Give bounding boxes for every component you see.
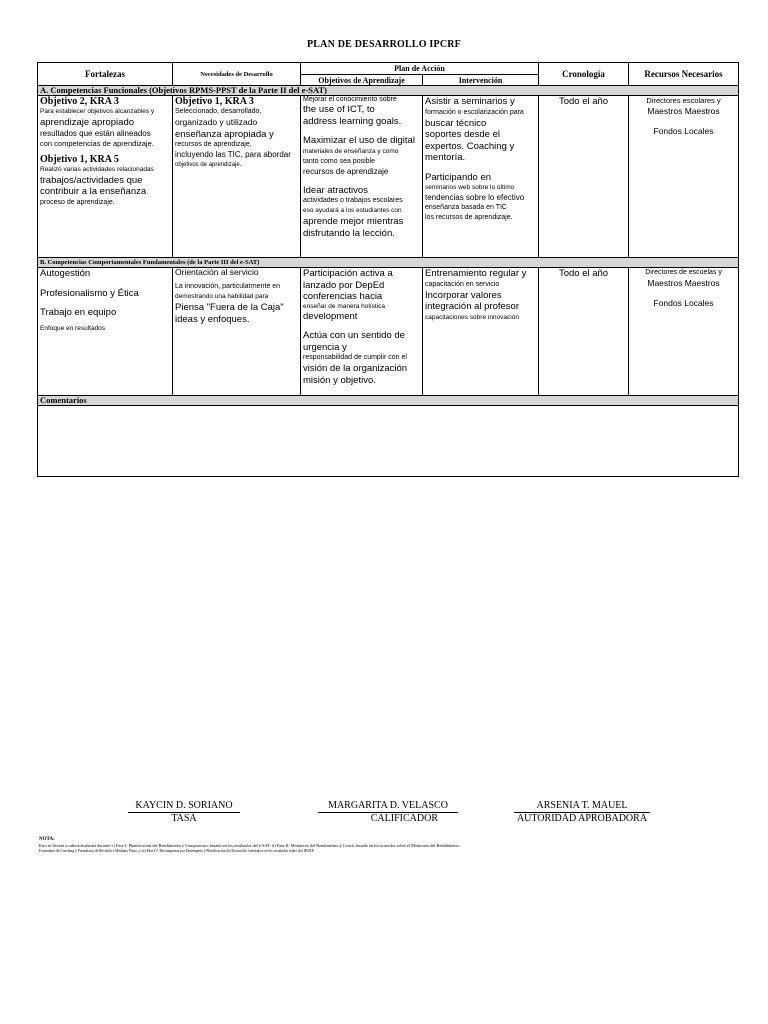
text-line: los recursos de aprendizaje. <box>425 214 513 221</box>
text-line: incluyendo las TIC, para abordar <box>175 150 291 159</box>
text-line: ideas y enfoques. <box>175 313 250 325</box>
text-line: proceso de aprendizaje. <box>40 198 115 206</box>
text-line: Maximizar el uso de digital <box>303 135 415 146</box>
text-line: responsabilidad de cumplir con el <box>303 354 407 361</box>
header-intervencion: Intervención <box>423 75 539 86</box>
header-cronologia: Cronología <box>539 63 629 86</box>
header-fortalezas: Fortalezas <box>38 63 173 86</box>
text-line: Idear atractivos <box>303 184 368 196</box>
signature-role: CALIFICADOR <box>370 813 438 824</box>
text-line: contribuir a la enseñanza <box>40 186 147 197</box>
text-line: Autogestión <box>40 268 91 279</box>
header-objetivos: Objetivos de Aprendizaje <box>301 75 423 86</box>
text-line: recursos de aprendizaje, <box>175 141 252 148</box>
text-line: capacitaciones sobre innovación <box>425 313 519 321</box>
text-line: Piensa "Fuera de la Caja" <box>175 302 284 313</box>
section-b-intervencion <box>423 268 539 396</box>
document-title: PLAN DE DESARROLLO IPCRF <box>307 39 461 50</box>
text-line: Trabajo en equipo <box>40 307 117 318</box>
text-line: development <box>303 310 358 322</box>
signature-role: TASA <box>171 813 197 824</box>
text-line: the use of ICT, to <box>303 104 375 115</box>
signature-role: AUTORIDAD APROBADORA <box>516 813 648 824</box>
note-line: Esto se llevará a cabo/actualizará durante: i) Fase I: Planificación del Rendimiento y Compromiso, basado en los resultados del e-SAT; ii) Fase II: Monitoreo del Rendimiento y Coach, basado en los acuerdos sobre el Monitoreo del Rendimiento. <box>39 843 460 848</box>
text-line: tendencias sobre lo efectivo <box>425 193 525 202</box>
text-line: Participando en <box>425 171 492 183</box>
text-line: Todo el año <box>558 268 609 279</box>
section-a-title: A. Competencias Funcionales (Objetivos RPMS-PPST de la Parte II del e-SAT) <box>38 86 739 96</box>
signature-name: MARGARITA D. VELASCO <box>318 800 458 813</box>
text-line: Fondos Locales <box>653 297 714 308</box>
header-recursos: Recursos Necesarios <box>629 63 739 86</box>
text-line: Incorporar valores <box>425 289 502 301</box>
text-line: Mejorar el conocimiento sobre <box>303 96 397 103</box>
section-a-necesidades <box>173 96 301 258</box>
section-b-fortalezas <box>38 268 173 396</box>
text-line: trabajos/actividades que <box>40 174 143 186</box>
text-line: Maestros Maestros <box>647 106 720 116</box>
text-line: La innovación, particularmente en <box>175 283 281 290</box>
text-line: lanzado por DepEd <box>303 279 385 291</box>
text-line: seminarios web sobre lo último <box>425 184 515 191</box>
section-b-necesidades <box>173 268 301 396</box>
signature-ratee <box>128 800 240 825</box>
text-line: buscar técnico <box>425 117 487 129</box>
section-a-fortalezas <box>38 96 173 258</box>
text-line: formación o escolarización para <box>425 108 524 116</box>
text-line: Participación activa a <box>303 268 393 279</box>
objective-title: Objetivo 1, KRA 3 <box>175 96 254 107</box>
text-line: urgencia y <box>303 341 347 353</box>
signature-name: KAYCIN D. SORIANO <box>128 800 240 813</box>
text-line: Profesionalismo y Ética <box>40 287 139 299</box>
text-line: enseñanza apropiada y <box>175 128 274 140</box>
text-line: Directores escolares y <box>646 96 721 105</box>
text-line: Enfoque en resultados <box>40 324 106 332</box>
text-line: capacitación en servicio <box>425 280 500 288</box>
footnote <box>39 836 739 854</box>
text-line: Directores de escuelas y <box>645 269 722 276</box>
text-line: Todo el año <box>558 96 609 107</box>
signature-approver <box>514 800 650 825</box>
section-a-intervencion <box>423 96 539 258</box>
note-label: NOTA: <box>39 837 55 842</box>
text-line: mentoría. <box>425 152 466 163</box>
text-line: visión de la organización <box>303 363 408 374</box>
objective-title: Objetivo 1, KRA 5 <box>40 153 119 165</box>
text-line: Para establecer objetivos alcanzables y <box>40 108 155 115</box>
text-line: soportes desde el <box>425 129 500 140</box>
text-line: aprendizaje apropiado <box>40 117 135 128</box>
text-line: materiales de enseñanza y como <box>303 147 399 155</box>
section-b-title: B. Competencias Comportamentales Fundamentales (de la Parte III del e-SAT) <box>38 258 739 268</box>
text-line: enseñanza basada en TIC <box>425 204 507 211</box>
text-line: con competencias de aprendizaje. <box>40 138 154 148</box>
text-line: resultados que están alineados <box>40 128 151 138</box>
comments-box[interactable] <box>38 406 739 477</box>
text-line: Entrenamiento regular y <box>425 268 527 279</box>
development-plan-table <box>37 62 739 477</box>
text-line: organizado y utilizado <box>175 117 258 127</box>
text-line: Maestros Maestros <box>647 278 720 288</box>
section-b-objetivos <box>301 268 423 396</box>
signature-rater <box>318 800 458 825</box>
header-plan-accion: Plan de Acción <box>301 63 539 75</box>
text-line: Actúa con un sentido de <box>303 330 405 341</box>
header-necesidades: Necesidades de Desarrollo <box>173 63 301 86</box>
text-line: tanto como sea posible <box>303 157 375 165</box>
comments-label: Comentarios <box>38 396 739 406</box>
text-line: eso ayudará a los estudiantes con <box>303 207 402 214</box>
section-b-recursos <box>629 268 739 396</box>
text-line: Orientación al servicio <box>175 267 259 277</box>
section-a-objetivos <box>301 96 423 258</box>
text-line: integración al profesor <box>425 301 519 312</box>
section-a-cronologia <box>539 96 629 258</box>
signature-name: ARSENIA T. MAUEL <box>514 800 650 813</box>
section-b-cronologia <box>539 268 629 396</box>
text-line: Seleccionado, desarrollado, <box>175 108 262 115</box>
text-line: misión y objetivo. <box>303 374 376 386</box>
objective-title: Objetivo 2, KRA 3 <box>40 96 119 107</box>
text-line: objetivos de aprendizaje. <box>175 162 242 168</box>
section-a-recursos <box>629 96 739 258</box>
text-line: Fondos Locales <box>653 125 714 136</box>
text-line: address learning goals. <box>303 115 402 127</box>
text-line: enseñar de manera holística <box>303 302 386 310</box>
text-line: aprende mejor mientras <box>303 216 404 227</box>
text-line: Realizó varias actividades relacionadas <box>40 165 154 173</box>
text-line: conferencias hacia <box>303 291 383 302</box>
text-line: disfrutando la lección. <box>303 227 395 239</box>
text-line: demostrando una habilidad para <box>175 293 269 300</box>
note-line: Formulario de Coaching y Formulario de Revisión a Mediano Plazo; y iii) Fase IV: Recompensas por Desempeño y Planificación del Desarrollo, basándose en los resultados reales del IPCRF. <box>39 849 315 853</box>
text-line: recursos de aprendizaje <box>303 166 389 176</box>
text-line: Asistir a seminarios y <box>425 96 515 107</box>
text-line: expertos. Coaching y <box>425 140 515 152</box>
text-line: actividades o trabajos escolares <box>303 197 403 204</box>
